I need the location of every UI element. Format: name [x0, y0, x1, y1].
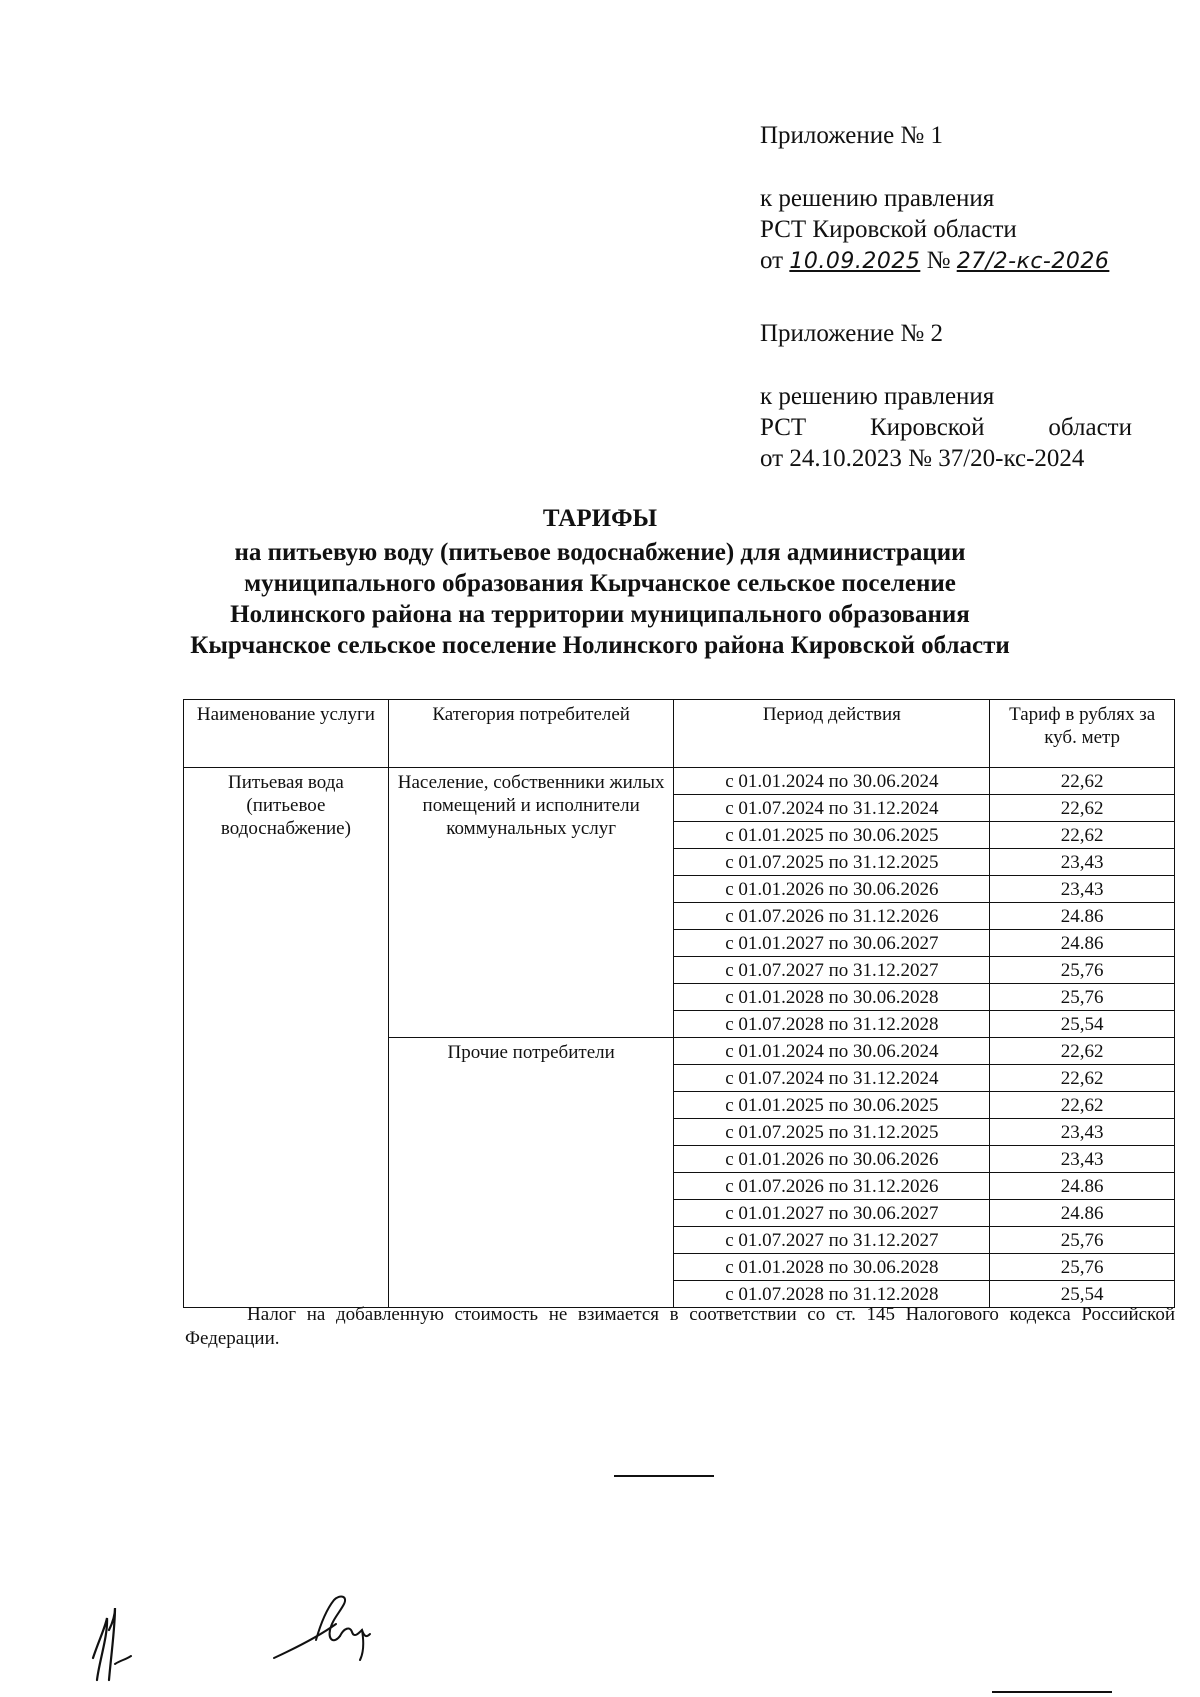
cell-tariff: 23,43: [990, 849, 1175, 876]
annex-2-title: Приложение № 2: [760, 320, 944, 347]
document-title-block: [150, 503, 1050, 661]
cell-tariff: 25,76: [990, 1227, 1175, 1254]
document-title: ТАРИФЫ: [542, 505, 658, 532]
cell-period: с 01.07.2024 по 31.12.2024: [674, 1065, 990, 1092]
cell-period: с 01.01.2025 по 30.06.2025: [674, 822, 990, 849]
cell-period: с 01.01.2026 по 30.06.2026: [674, 1146, 990, 1173]
vat-note: Налог на добавленную стоимость не взимается в соответствии со ст. 145 Налогового кодекса Российской Федерации.: [185, 1304, 1175, 1349]
cell-tariff: 24.86: [990, 1200, 1175, 1227]
header-tariff: Тариф в рублях за куб. метр: [990, 700, 1175, 768]
cell-service: Питьевая вода (питьевое водоснабжение): [184, 768, 389, 1308]
cell-period: с 01.07.2026 по 31.12.2026: [674, 903, 990, 930]
cell-period: с 01.01.2028 по 30.06.2028: [674, 984, 990, 1011]
cell-period: с 01.07.2028 по 31.12.2028: [674, 1281, 990, 1308]
cell-period: с 01.01.2024 по 30.06.2024: [674, 1038, 990, 1065]
handwritten-initials-signature: [85, 1600, 145, 1685]
table-header-row: [184, 700, 1175, 768]
end-divider: [614, 1475, 714, 1477]
cell-tariff: 24.86: [990, 903, 1175, 930]
annex-2-word: Кировской: [870, 414, 985, 441]
annex-2-line-1: к решению правления: [760, 383, 995, 410]
annex-2-line-2: [760, 412, 1132, 443]
annex-1-date-line: [760, 245, 1110, 277]
table-body: [184, 768, 1175, 1308]
annex-1-handwritten-number: 27/2-кс-2026: [956, 249, 1110, 274]
header-category: Категория потребителей: [388, 700, 674, 768]
cell-tariff: 22,62: [990, 822, 1175, 849]
cell-tariff: 23,43: [990, 1119, 1175, 1146]
cell-period: с 01.07.2027 по 31.12.2027: [674, 957, 990, 984]
annex-1-title: Приложение № 1: [760, 122, 944, 149]
annex-2-word: области: [1048, 414, 1132, 441]
cell-tariff: 25,76: [990, 984, 1175, 1011]
cell-tariff: 24.86: [990, 930, 1175, 957]
annex-2-line-3: от 24.10.2023 № 37/20-кс-2024: [760, 445, 1085, 472]
cell-period: с 01.01.2024 по 30.06.2024: [674, 768, 990, 795]
cell-tariff: 25,76: [990, 1254, 1175, 1281]
table-row: [184, 768, 1175, 795]
cell-period: с 01.07.2024 по 31.12.2024: [674, 795, 990, 822]
cell-tariff: 24.86: [990, 1173, 1175, 1200]
annex-1-line-1: к решению правления: [760, 185, 995, 212]
annex-1-number-sign: №: [926, 247, 951, 274]
document-subtitle-line: на питьевую воду (питьевое водоснабжение) для администрации: [234, 539, 966, 566]
cell-tariff: 22,62: [990, 795, 1175, 822]
cell-period: с 01.01.2025 по 30.06.2025: [674, 1092, 990, 1119]
tariff-table: [183, 699, 1175, 1308]
document-subtitle-line: Нолинского района на территории муниципального образования: [230, 601, 970, 628]
cell-category: Прочие потребители: [388, 1038, 674, 1308]
cell-tariff: 22,62: [990, 768, 1175, 795]
cell-period: с 01.01.2028 по 30.06.2028: [674, 1254, 990, 1281]
cell-period: с 01.07.2028 по 31.12.2028: [674, 1011, 990, 1038]
document-subtitle-line: муниципального образования Кырчанское сельское поселение: [244, 570, 956, 597]
annex-1-block: [760, 120, 1110, 277]
cell-tariff: 25,54: [990, 1011, 1175, 1038]
cell-period: с 01.01.2026 по 30.06.2026: [674, 876, 990, 903]
annex-2-block: [760, 318, 1132, 474]
cell-period: с 01.07.2025 по 31.12.2025: [674, 849, 990, 876]
cell-tariff: 25,76: [990, 957, 1175, 984]
cell-tariff: 25,54: [990, 1281, 1175, 1308]
cell-tariff: 22,62: [990, 1038, 1175, 1065]
cell-tariff: 22,62: [990, 1065, 1175, 1092]
cell-tariff: 23,43: [990, 876, 1175, 903]
annex-1-handwritten-date: 10.09.2025: [789, 249, 921, 274]
handwritten-signature: [270, 1590, 380, 1665]
cell-period: с 01.01.2027 по 30.06.2027: [674, 1200, 990, 1227]
cell-period: с 01.07.2025 по 31.12.2025: [674, 1119, 990, 1146]
cell-period: с 01.07.2026 по 31.12.2026: [674, 1173, 990, 1200]
cell-category: Население, собственники жилых помещений и исполнители коммунальных услуг: [388, 768, 674, 1038]
annex-1-line-2: РСТ Кировской области: [760, 216, 1017, 243]
document-subtitle-line: Кырчанское сельское поселение Нолинского района Кировской области: [190, 632, 1010, 659]
annex-2-word: РСТ: [760, 414, 807, 441]
bottom-divider: [992, 1691, 1112, 1693]
header-service: Наименование услуги: [184, 700, 389, 768]
cell-tariff: 23,43: [990, 1146, 1175, 1173]
cell-period: с 01.01.2027 по 30.06.2027: [674, 930, 990, 957]
header-period: Период действия: [674, 700, 990, 768]
cell-period: с 01.07.2027 по 31.12.2027: [674, 1227, 990, 1254]
cell-tariff: 22,62: [990, 1092, 1175, 1119]
annex-1-date-prefix: от: [760, 247, 784, 274]
